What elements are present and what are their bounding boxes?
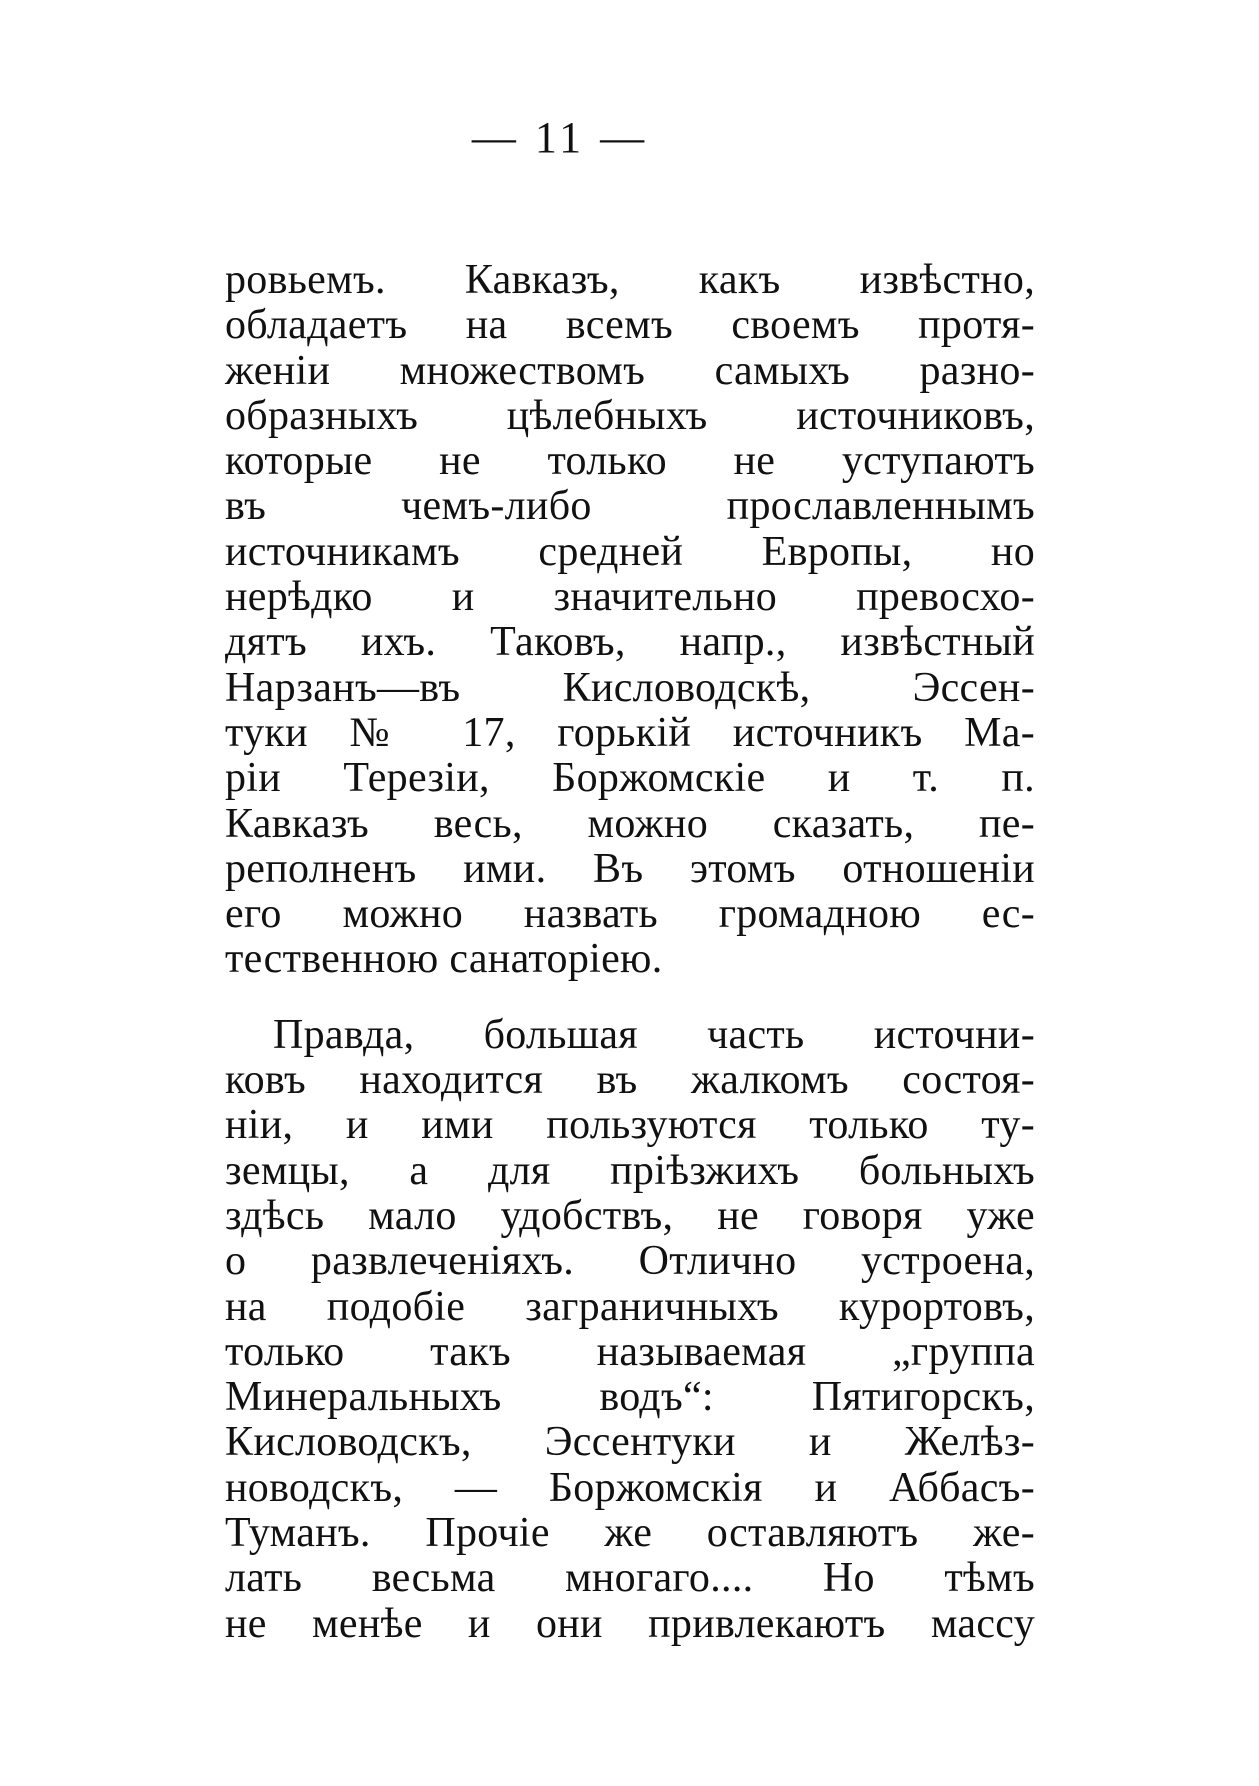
text-line: Кисловодскъ, Эссентуки и Желѣз-	[225, 1419, 1035, 1466]
text-line: нерѣдко и значительно превосхо-	[225, 574, 1035, 621]
text-line: дятъ ихъ. Таковъ, напр., извѣстный	[225, 619, 1035, 666]
text-line: ковъ находится въ жалкомъ состоя-	[225, 1057, 1035, 1104]
text-line: которые не только не уступаютъ	[225, 438, 1035, 485]
text-line: земцы, а для пріѣзжихъ больныхъ	[225, 1147, 1035, 1194]
text-line: на подобіе заграничныхъ курортовъ,	[225, 1283, 1035, 1330]
text-line: въ чемъ-либо прославленнымъ	[225, 483, 1035, 530]
text-line: обладаетъ на всемъ своемъ протя-	[225, 302, 1035, 349]
text-line: реполненъ ими. Въ этомъ отношеніи	[225, 845, 1035, 892]
text-line: не менѣе и они привлекаютъ массу	[225, 1600, 1035, 1647]
text-line: лать весьма многаго.... Но тѣмъ	[225, 1555, 1035, 1602]
paragraph-1	[225, 258, 1035, 983]
text-line: Туманъ. Прочіе же оставляютъ же-	[225, 1510, 1035, 1557]
text-line: только такъ называемая „группа	[225, 1328, 1035, 1375]
text-line: здѣсь мало удобствъ, не говоря уже	[225, 1192, 1035, 1239]
text-line: источникамъ средней Европы, но	[225, 528, 1035, 575]
text-line: ніи, и ими пользуются только ту-	[225, 1102, 1035, 1149]
text-line: женіи множествомъ самыхъ разно-	[225, 347, 1035, 394]
paragraph-2	[225, 1013, 1035, 1647]
page-number: — 11 —	[471, 113, 649, 162]
text-line: новодскъ, — Боржомскія и Аббасъ-	[225, 1464, 1035, 1511]
text-line: образныхъ цѣлебныхъ источниковъ,	[225, 392, 1035, 439]
text-line: ровьемъ. Кавказъ, какъ извѣстно,	[225, 257, 1035, 303]
text-line: Минеральныхъ водъ“: Пятигорскъ,	[225, 1374, 1035, 1421]
text-line: туки № 17, горькій источникъ Ма-	[225, 709, 1035, 756]
body-text	[225, 258, 1035, 1647]
text-line: Нарзанъ—въ Кисловодскѣ, Эссен-	[225, 664, 1035, 711]
text-line: тественною санаторіею.	[225, 936, 663, 983]
text-line: Кавказъ весь, можно сказать, пе-	[225, 800, 1035, 847]
text-line: ріи Терезіи, Боржомскіе и т. п.	[225, 755, 1035, 802]
text-line: о развлеченіяхъ. Отлично устроена,	[225, 1238, 1035, 1285]
text-line: его можно назвать громадною ес-	[225, 891, 1035, 938]
text-line: Правда, большая часть источни-	[273, 1011, 1035, 1058]
paragraph-gap	[225, 983, 1035, 1013]
